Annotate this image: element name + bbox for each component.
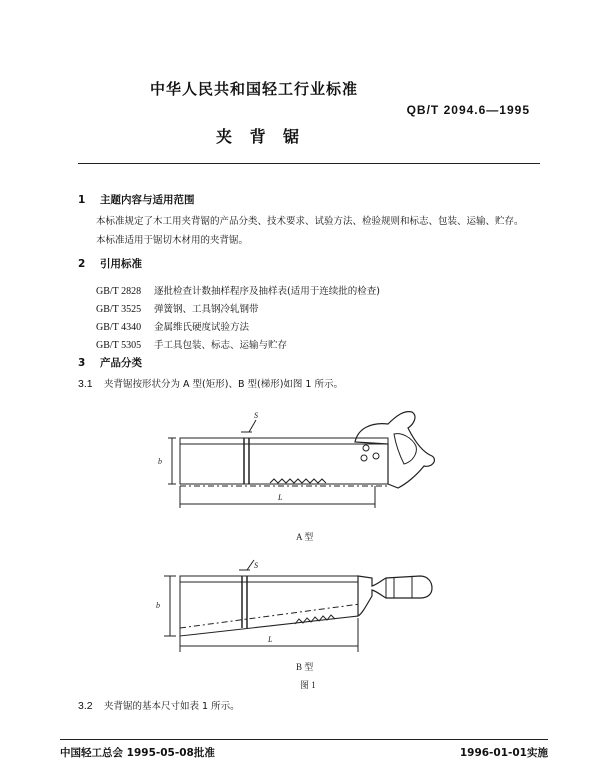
reference-code: GB/T 4340: [96, 322, 142, 333]
reference-code: GB/T 2828: [96, 286, 142, 297]
type-b-label-s: S: [254, 561, 258, 570]
section-2-number: 2: [78, 258, 86, 270]
reference-name: 手工具包装、标志、运输与贮存: [154, 340, 288, 351]
section-1-number: 1: [78, 194, 86, 206]
section-3-number: 3: [78, 357, 86, 369]
figure-caption: 图 1: [300, 680, 316, 690]
implementation-date: 1996-01-01实施: [459, 747, 548, 759]
approval-note: 中国轻工总会 1995-05-08批准: [60, 747, 215, 759]
section-1-title: 主题内容与适用范围: [100, 194, 195, 206]
section-3-heading: [78, 355, 142, 370]
clause-3-1-text: 夹背锯按形状分为 A 型(矩形)、B 型(梯形)如图 1 所示。: [104, 379, 343, 390]
reference-code: GB/T 5305: [96, 340, 142, 351]
reference-code: GB/T 3525: [96, 304, 142, 315]
type-a-caption: A 型: [296, 532, 314, 542]
reference-name: 金属维氏硬度试验方法: [154, 322, 250, 333]
reference-item: [96, 297, 259, 316]
reference-item: [96, 333, 287, 352]
type-b-label-b: b: [156, 601, 160, 610]
clause-3-1-number: 3.1: [78, 378, 93, 390]
type-b-blade: [180, 576, 358, 636]
type-a-blade: [180, 438, 388, 484]
section-2-title: 引用标准: [100, 258, 142, 270]
type-a-teeth: [270, 479, 326, 483]
type-a-label-l: L: [278, 493, 283, 502]
section-2-heading: [78, 256, 142, 271]
standard-number: QB/T 2094.6—1995: [406, 103, 530, 117]
clause-3-2-text: 夹背锯的基本尺寸如表 1 所示。: [104, 701, 240, 712]
header-rule: [78, 163, 540, 164]
type-b-caption: B 型: [296, 662, 314, 672]
footer-rule: [60, 739, 548, 740]
reference-name: 逐批检查计数抽样程序及抽样表(适用于连续批的检查): [154, 286, 380, 297]
clause-3-2: [78, 698, 240, 712]
clause-3-1: [78, 376, 343, 390]
type-a-label-s: S: [254, 411, 258, 420]
section-3-title: 产品分类: [100, 357, 142, 369]
clause-3-2-number: 3.2: [78, 700, 93, 712]
section-1-para-1: 本标准规定了木工用夹背锯的产品分类、技术要求、试验方法、检验规则和标志、包装、运输、贮存。: [96, 216, 524, 227]
reference-item: [96, 279, 380, 298]
section-1-heading: [78, 192, 195, 207]
org-title: 中华人民共和国轻工行业标准: [150, 80, 359, 98]
reference-item: [96, 315, 249, 334]
saw-type-b-drawing: [150, 556, 460, 694]
section-1-para-2: 本标准适用于锯切木材用的夹背锯。: [96, 235, 249, 246]
type-b-handle: [358, 576, 432, 616]
type-b-label-l: L: [268, 635, 273, 644]
document-title: 夹 背 锯: [216, 127, 300, 146]
reference-name: 弹簧钢、工具钢冷轧钢带: [154, 304, 259, 315]
type-a-handle: [355, 412, 434, 488]
saw-type-a-drawing: [150, 398, 460, 546]
type-a-label-b: b: [158, 457, 162, 466]
